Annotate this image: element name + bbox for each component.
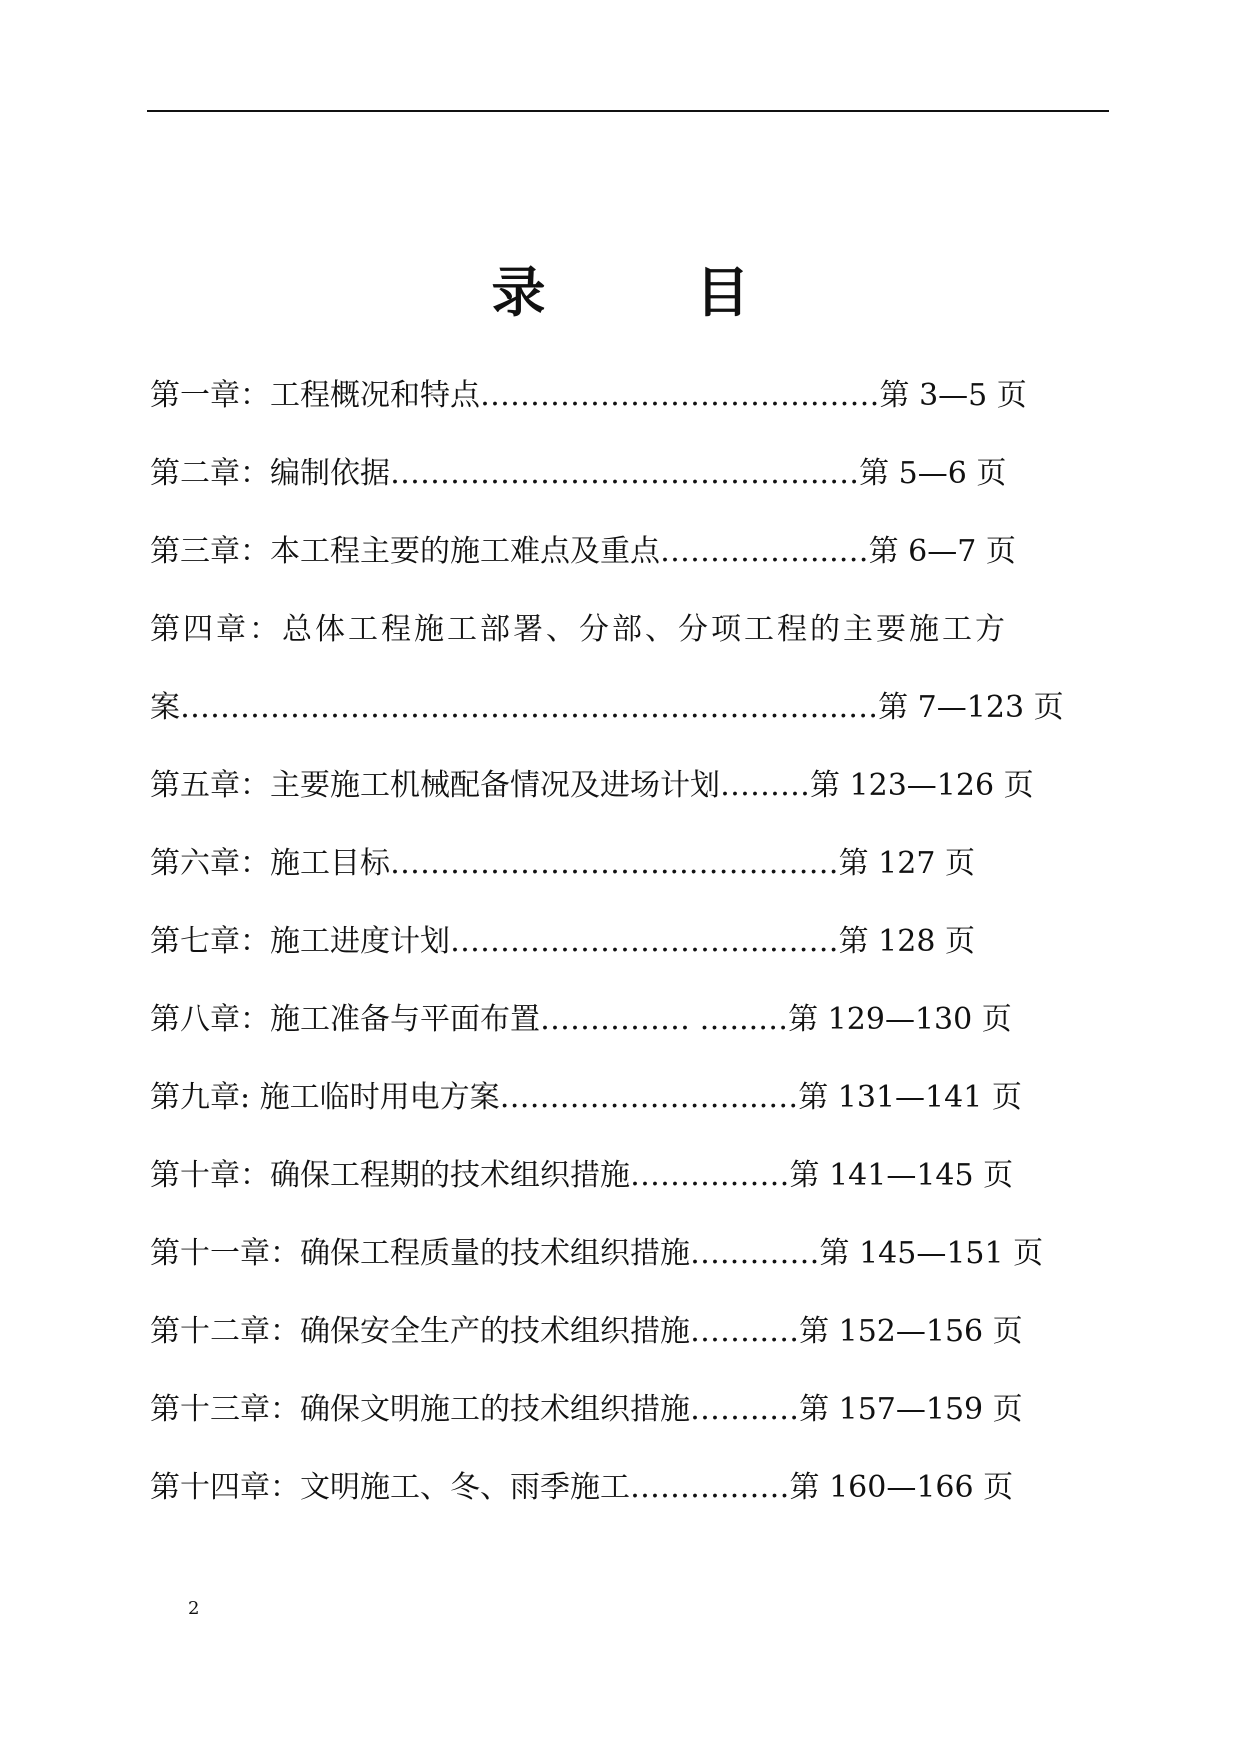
toc-entry: 第四章：总体工程施工部署、分部、分项工程的主要施工方 bbox=[150, 612, 1008, 647]
toc-entry: 第七章：施工进度计划…………………………...……第 128 页 bbox=[150, 924, 975, 959]
toc-entry: 第十四章：文明施工、冬、雨季施工……….……第 160—166 页 bbox=[150, 1470, 1014, 1505]
toc-entry: 第五章：主要施工机械配备情况及进场计划………第 123—126 页 bbox=[150, 768, 1034, 803]
toc-entry: 第九章: 施工临时用电方案……………………...…第 131—141 页 bbox=[150, 1080, 1022, 1115]
toc-entry: 第十二章：确保安全生产的技术组织措施……..…第 152—156 页 bbox=[150, 1314, 1023, 1349]
toc-entry: 第三章：本工程主要的施工难点及重点……………...…第 6—7 页 bbox=[150, 534, 1016, 569]
toc-entry-continuation: 案…………………………………………….…………...…第 7—123 页 bbox=[150, 690, 1064, 725]
toc-entry: 第六章：施工目标………………………...……………第 127 页 bbox=[150, 846, 975, 881]
toc-entry: 第八章：施工准备与平面布置…………… …...…第 129—130 页 bbox=[150, 1002, 1012, 1037]
toc-entry: 第二章：编制依据……………………………………..…第 5—6 页 bbox=[150, 456, 1007, 491]
toc-entry: 第十章：确保工程期的技术组织措施……….……第 141—145 页 bbox=[150, 1158, 1014, 1193]
toc-entry: 第十三章：确保文明施工的技术组织措施……..…第 157—159 页 bbox=[150, 1392, 1023, 1427]
toc-entry: 第一章：工程概况和特点…………………………….……第 3—5 页 bbox=[150, 378, 1027, 413]
header-rule bbox=[147, 110, 1109, 112]
toc-title: 录目 bbox=[491, 261, 900, 324]
toc-entry: 第十一章：确保工程质量的技术组织措施….………第 145—151 页 bbox=[150, 1236, 1044, 1271]
page-number: 2 bbox=[188, 1598, 200, 1619]
